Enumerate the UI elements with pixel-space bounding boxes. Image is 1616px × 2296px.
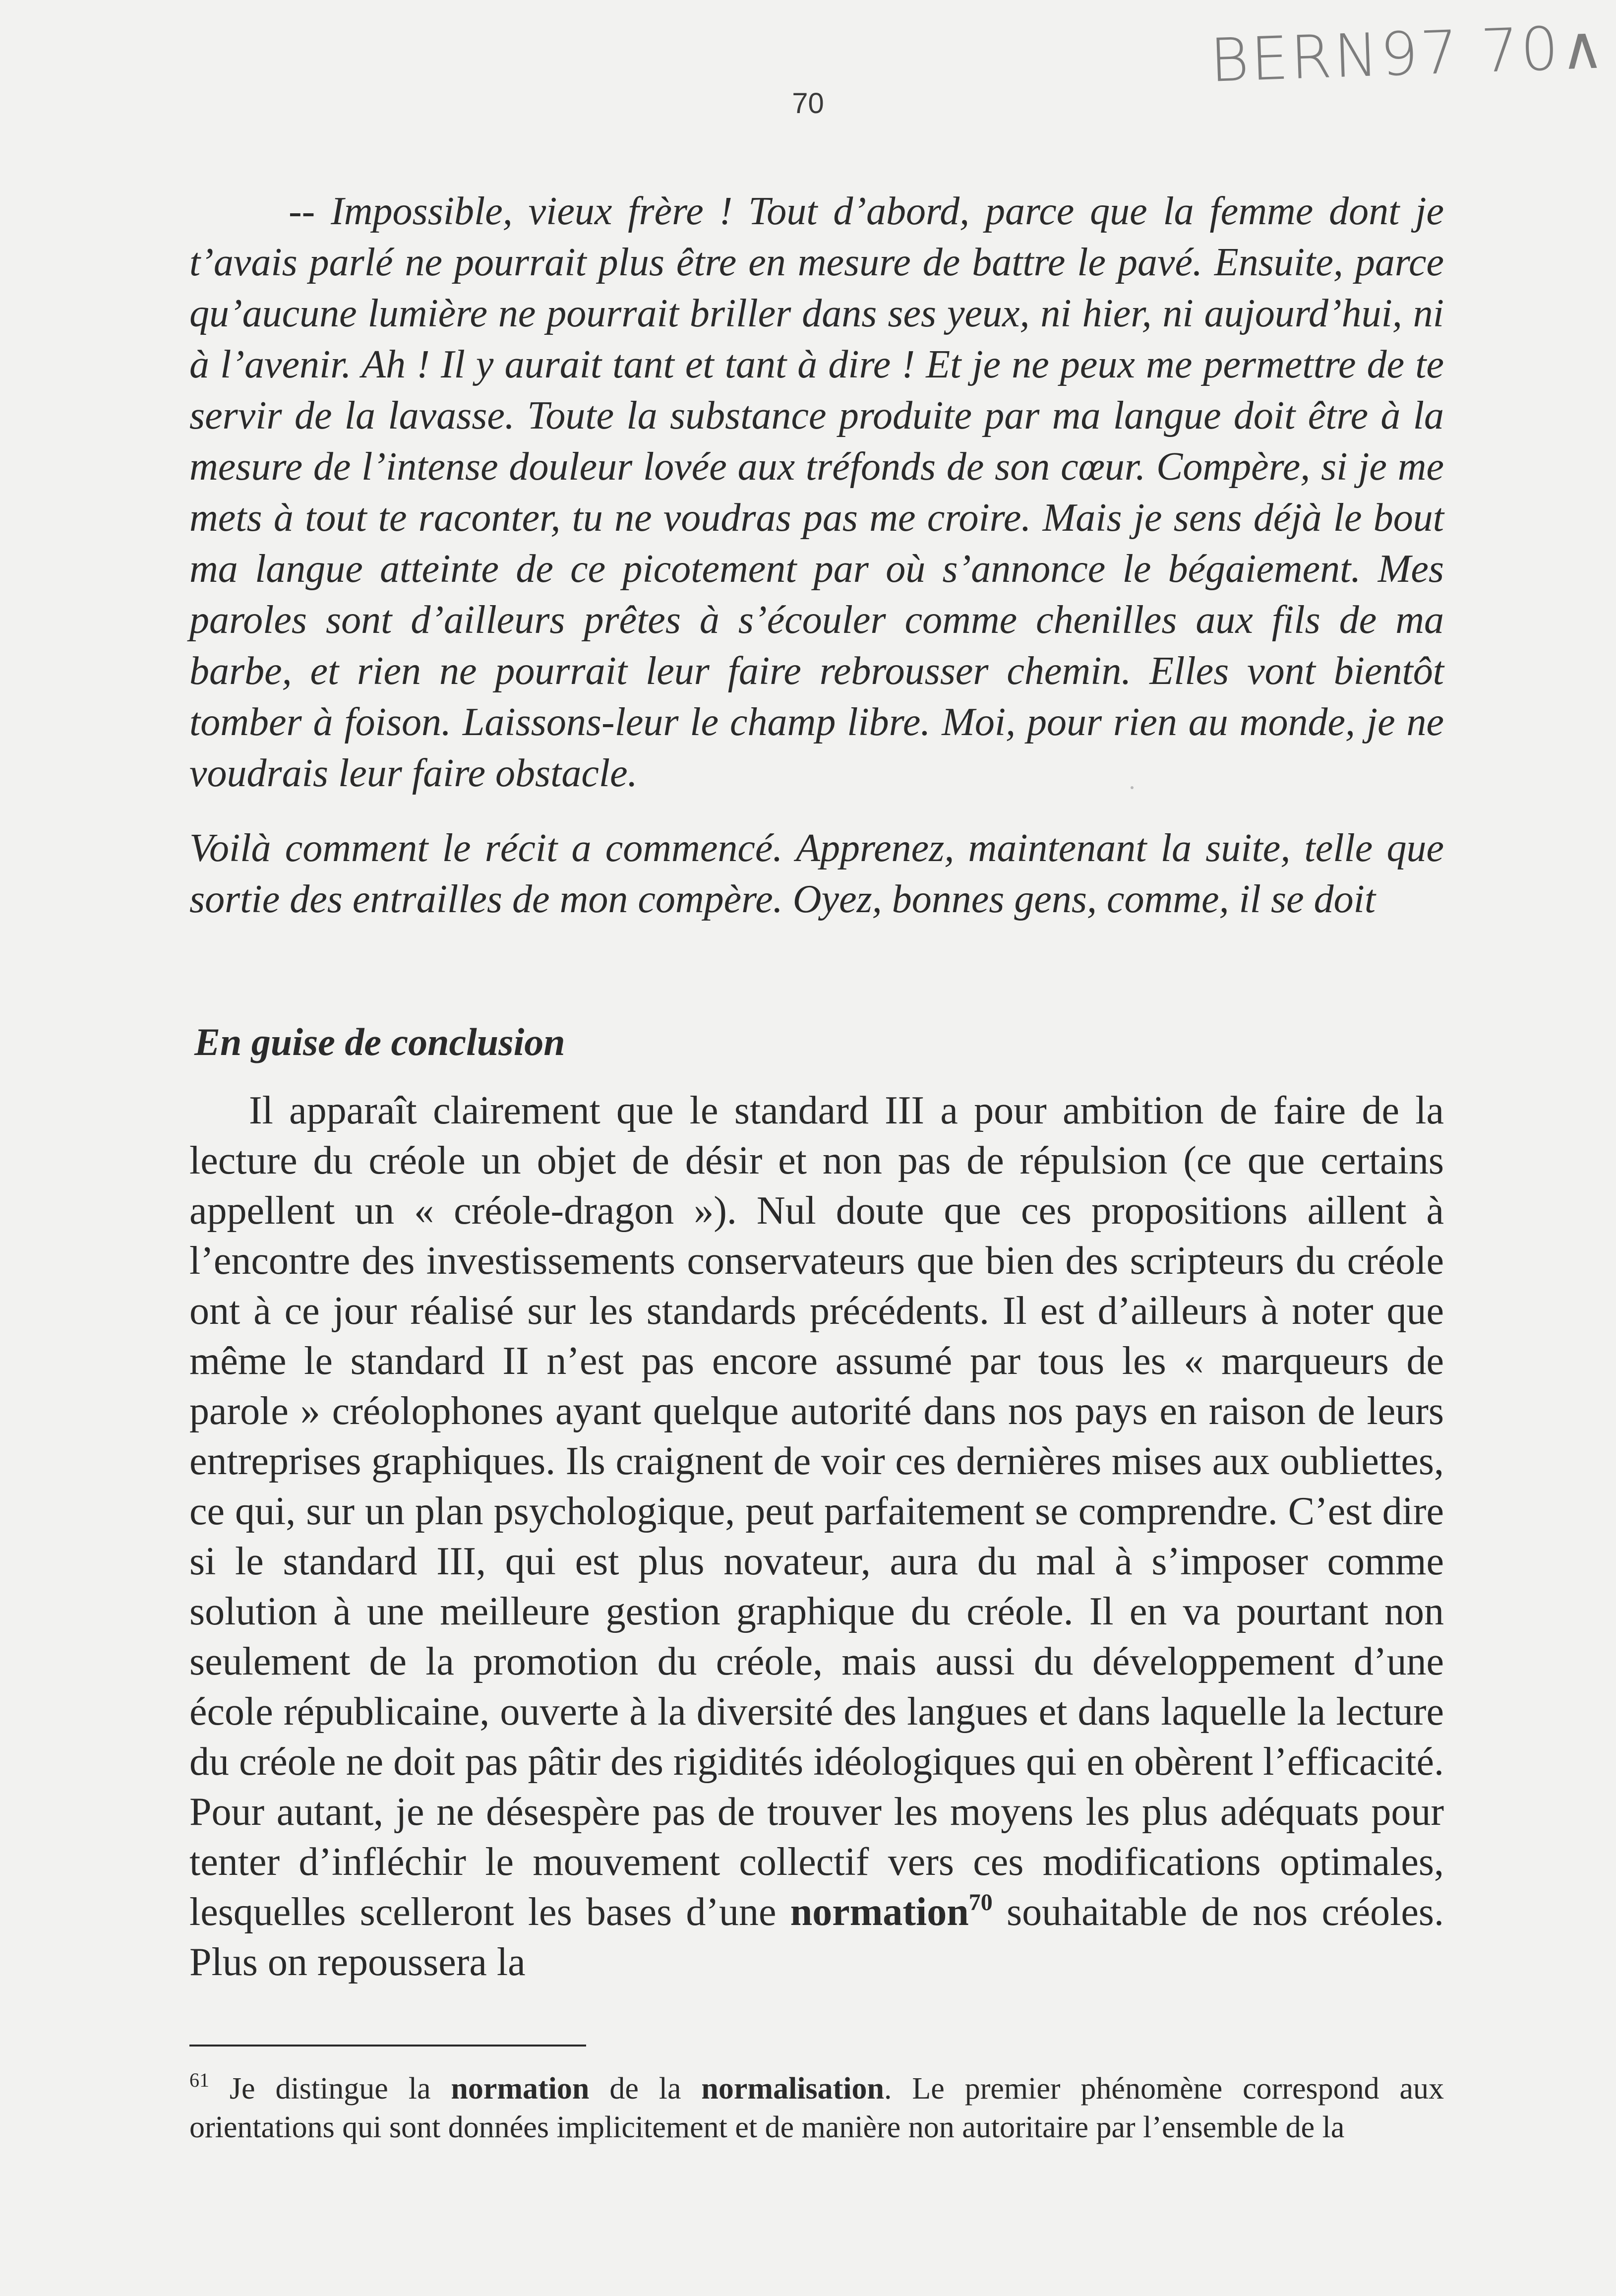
footnote-marker: 61 (189, 2069, 209, 2091)
page-content (189, 186, 1444, 2147)
page-number: 70 (792, 87, 824, 120)
handwritten-reference: BERN97 70∧ (1208, 13, 1608, 96)
footnote (189, 2069, 1444, 2147)
footnote-term-normalisation: normalisation (701, 2072, 885, 2106)
narration-closing: Voilà comment le récit a commencé. Apprenez, maintenant la suite, telle que sortie des entrailles de mon compère. Oyez, bonnes gens, comme, il se doit (189, 826, 1444, 921)
term-normation: normation (790, 1890, 969, 1934)
conclusion-text: Il apparaît clairement que le standard III a pour ambition de faire de la lecture du créole un objet de désir et non pas de répulsion (ce que certains appellent un « créole-dragon »). Nul doute que ces propositions aillent à l’encontre des investissements conservateurs que bien des scripteurs du créole ont à ce jour réalisé sur les standards précédents. Il est d’ailleurs à noter que même le standard II n’est pas encore assumé par tous les « marqueurs de parole » créolophones ayant quelque autorité dans nos pays en raison de leurs entreprises graphiques. Ils craignent de voir ces dernières mises aux oubliettes, ce qui, sur un plan psychologique, peut parfaitement se comprendre. C’est dire si le standard III, qui est plus novateur, aura du mal à s’imposer comme solution à une meilleure gestion graphique du créole. Il en va pourtant non seulement de la promotion du créole, mais aussi du développement d’une école républicaine, ouverte à la diversité des langues et dans laquelle la lecture du créole ne doit pas pâtir des rigidités idéologiques qui en obèrent l’efficacité. Pour autant, je ne désespère pas de trouver les moyens les plus adéquats pour tenter d’infléchir le mouvement collectif vers ces modifications optimales, lesquelles scelleront les bases d’une (189, 1089, 1444, 1934)
footnote-reference: 70 (968, 1889, 993, 1916)
footnote-text: de la (609, 2072, 681, 2106)
section-heading: En guise de conclusion (194, 1020, 565, 1063)
dialogue-paragraph: -- Impossible, vieux frère ! Tout d’abord, parce que la femme dont je t’avais parlé ne pourrait plus être en mesure de battre le pavé. Ensuite, parce qu’aucune lumière ne pourrait briller dans ses yeux, ni hier, ni aujourd’hui, ni à l’avenir. Ah ! Il y aurait tant et tant à dire ! Et je ne peux me permettre de te servir de la lavasse. Toute la substance produite par ma langue doit être à la mesure de l’intense douleur lovée aux tréfonds de son cœur. Compère, si je me mets à tout te raconter, tu ne voudras pas me croire. Mais je sens déjà le bout ma langue atteinte de ce picotement par où s’annonce le bégaiement. Mes paroles sont d’ailleurs prêtes à s’écouler comme chenilles aux fils de ma barbe, et rien ne pourrait leur faire rebrousser chemin. Elles vont bientôt tomber à foison. Laissons-leur le champ libre. Moi, pour rien au monde, je ne voudrais leur faire obstacle. (189, 189, 1444, 795)
footnote-text: . Le premier phénomène correspond aux orientations qui sont données implicitement et de manière non autoritaire par l’ensemble de la (189, 2072, 1444, 2144)
conclusion-text-end: souhaitable de nos créoles. Plus on repoussera la (189, 1890, 1444, 1984)
conclusion-paragraph (189, 1086, 1444, 1987)
footnote-divider (189, 2045, 586, 2047)
paper-speck (1131, 786, 1134, 789)
footnote-term-normation: normation (451, 2072, 590, 2106)
footnote-text: Je distingue la (229, 2072, 431, 2106)
